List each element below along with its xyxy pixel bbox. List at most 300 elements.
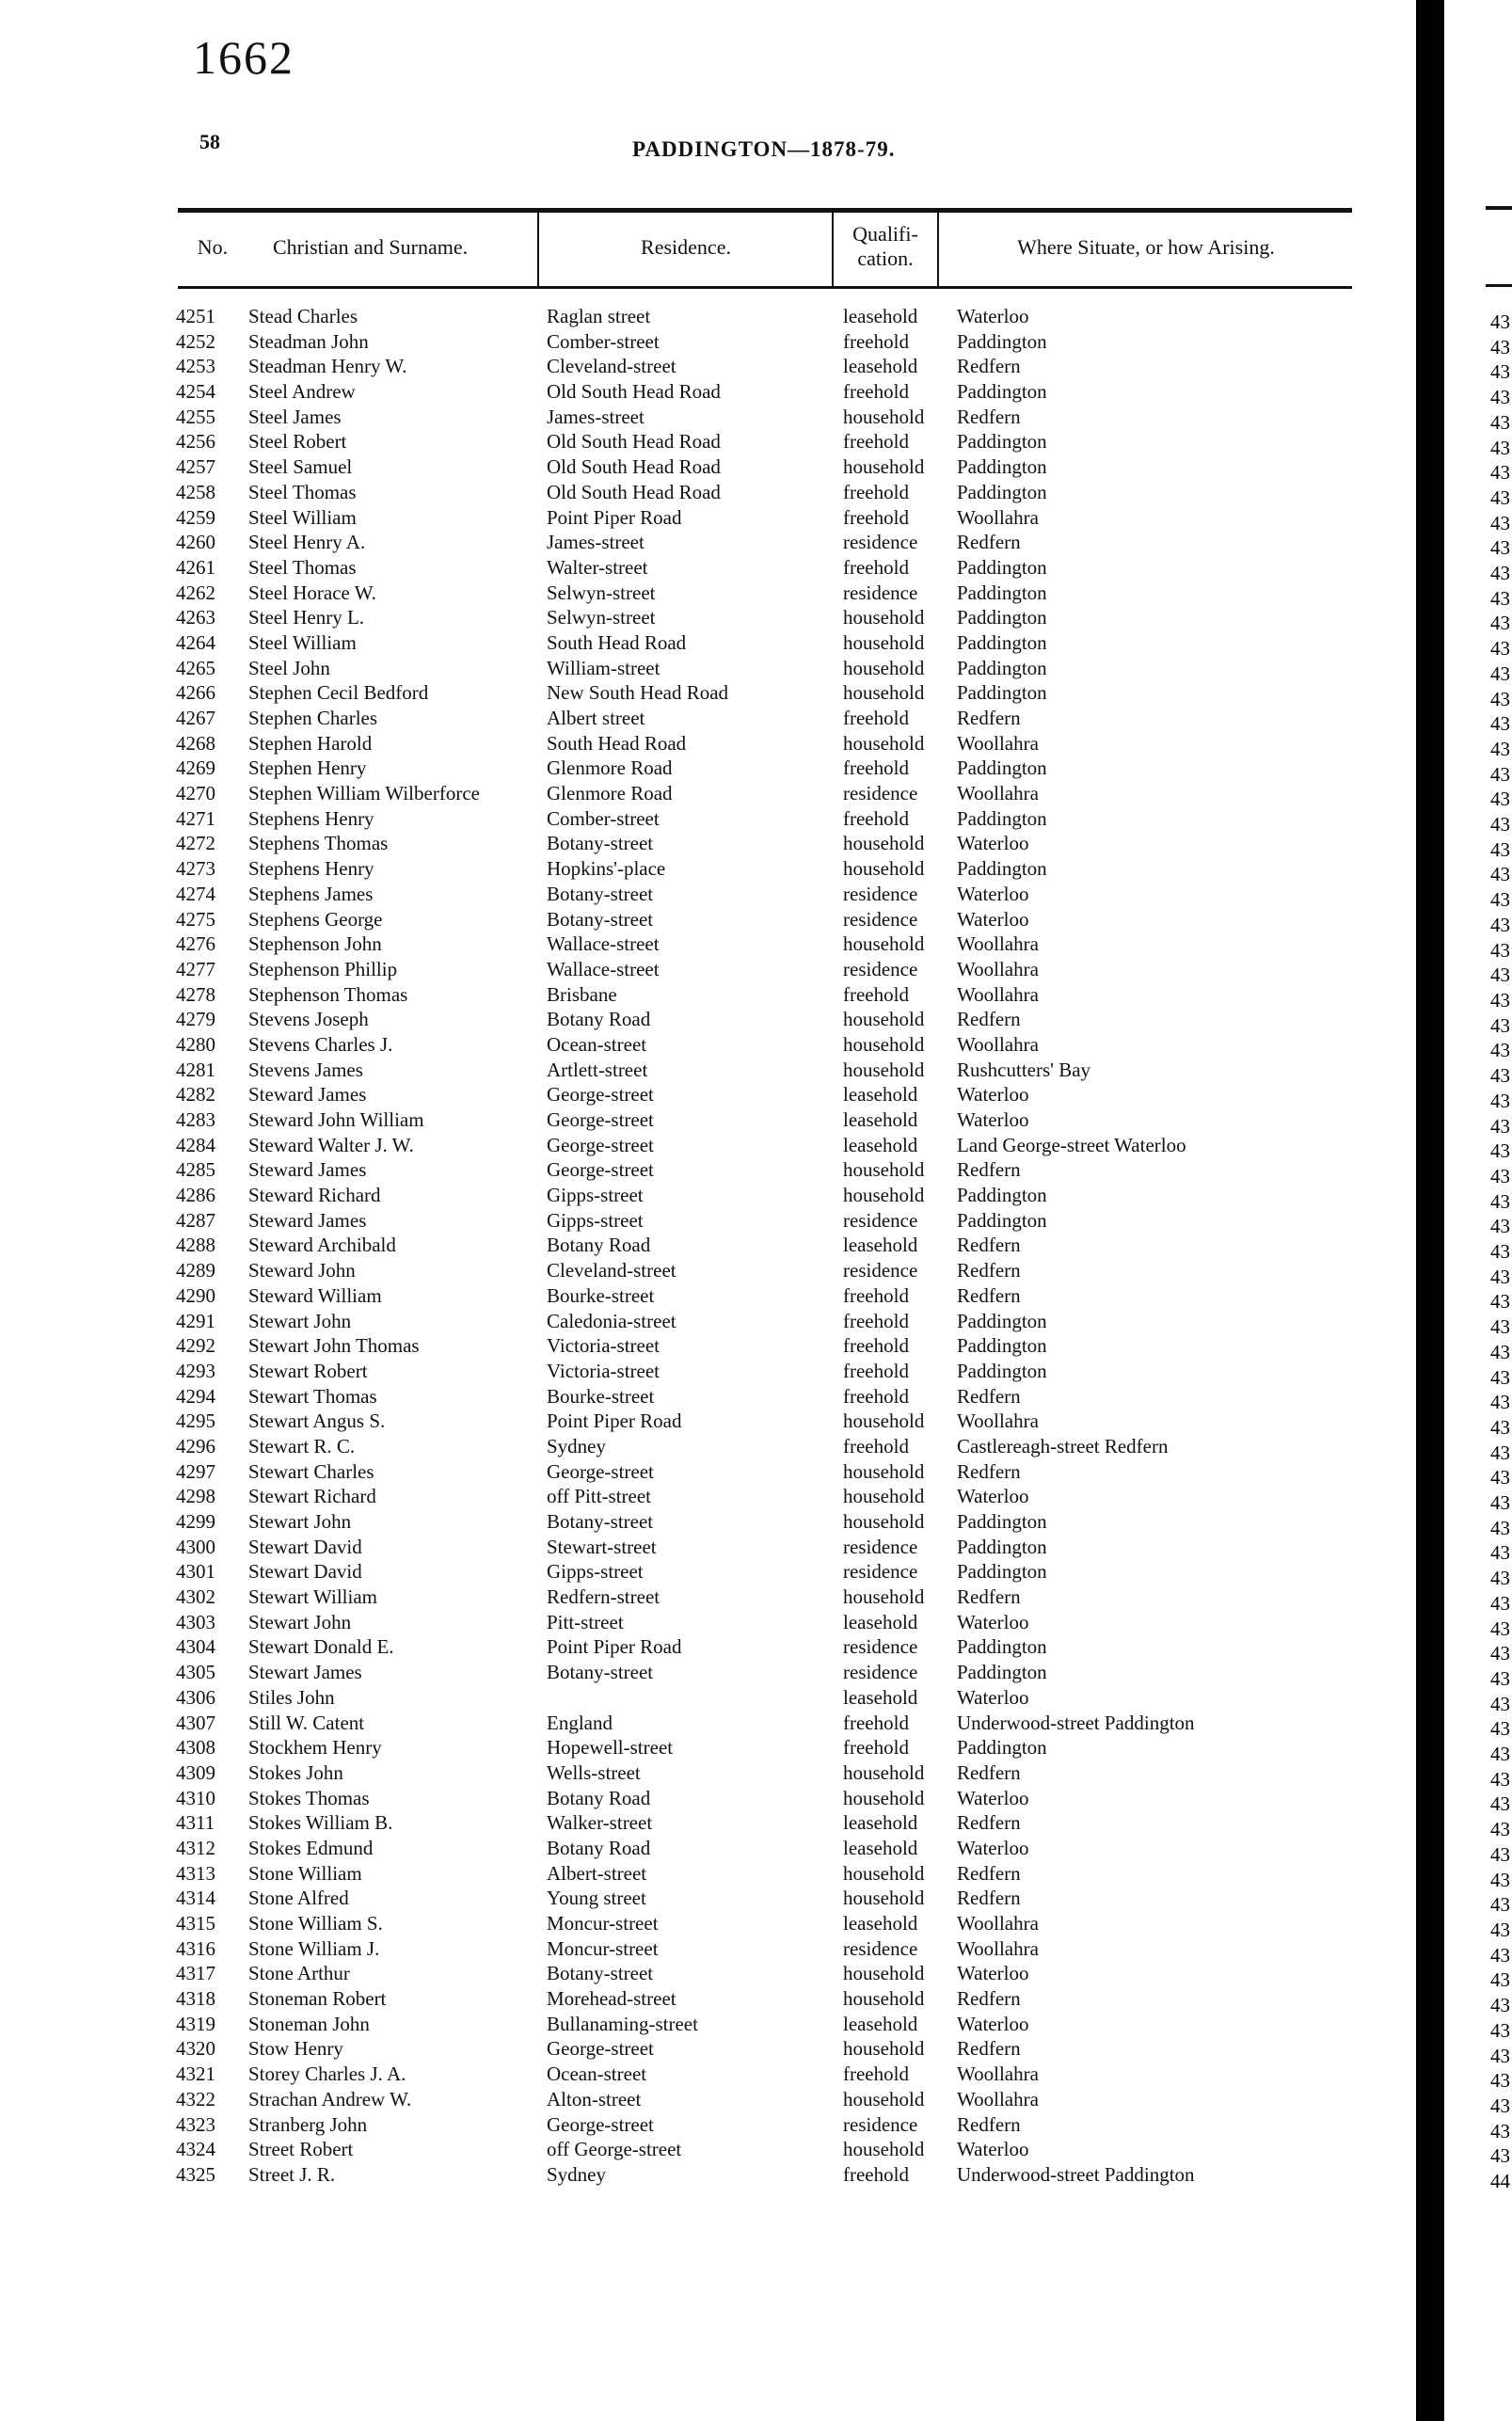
entry-number: 4253 [176, 355, 215, 378]
entry-where-situate: Underwood-street Paddington [957, 2162, 1195, 2186]
entry-name: Stead Charles [248, 305, 358, 327]
table-row [0, 1509, 1416, 1535]
entry-name: Steel Henry L. [248, 606, 365, 629]
entry-where-situate: Woollahra [957, 982, 1039, 1006]
entry-qualification: residence [843, 1635, 918, 1659]
table-row [0, 781, 1416, 806]
entry-where-situate: Paddington [957, 380, 1047, 404]
entry-where-situate: Paddington [957, 1661, 1047, 1684]
edge-number: 43 [1490, 386, 1510, 409]
entry-qualification: household [843, 2037, 925, 2061]
edge-number: 43 [1490, 1315, 1510, 1339]
table-row [0, 1735, 1416, 1760]
table-row [0, 354, 1416, 379]
entry-name: Street J. R. [248, 2162, 336, 2186]
entry-number: 4260 [176, 531, 215, 554]
table-top-rule [178, 208, 1352, 213]
entry-residence: South Head Road [547, 630, 687, 654]
entry-number: 4314 [176, 1887, 215, 1910]
entry-residence: Glenmore Road [547, 757, 673, 780]
entry-where-situate: Redfern [957, 1887, 1021, 1910]
entry-number: 4292 [176, 1334, 215, 1358]
entry-number: 4265 [176, 656, 215, 679]
edge-number: 43 [1490, 938, 1510, 962]
edge-number: 43 [1490, 1064, 1510, 1088]
entry-where-situate: Paddington [957, 1184, 1047, 1207]
entry-where-situate: Waterloo [957, 1083, 1029, 1107]
entry-name: Steward William [248, 1283, 382, 1307]
edge-number: 43 [1490, 2018, 1510, 2042]
entry-number: 4304 [176, 1635, 215, 1659]
entry-number: 4310 [176, 1786, 215, 1809]
edge-number: 43 [1490, 2044, 1510, 2067]
entry-number: 4264 [176, 630, 215, 654]
entry-qualification: leasehold [843, 1133, 918, 1156]
entry-qualification: residence [843, 1661, 918, 1684]
edge-number: 43 [1490, 1240, 1510, 1264]
entry-number: 4259 [176, 505, 215, 529]
entry-where-situate: Paddington [957, 681, 1047, 705]
table-row [0, 1258, 1416, 1283]
entry-name: Stone Alfred [248, 1887, 349, 1910]
entry-residence: Comber-street [547, 329, 660, 353]
entry-qualification: household [843, 857, 925, 881]
entry-name: Stockhem Henry [248, 1736, 382, 1760]
entry-number: 4306 [176, 1685, 215, 1709]
table-row [0, 680, 1416, 706]
entry-name: Stoneman John [248, 2012, 370, 2035]
table-row [0, 1986, 1416, 2012]
entry-where-situate: Redfern [957, 1234, 1021, 1257]
table-row [0, 1585, 1416, 1610]
entry-where-situate: Woollahra [957, 2087, 1039, 2110]
entry-number: 4281 [176, 1058, 215, 1081]
edge-number: 43 [1490, 1541, 1510, 1565]
page-number: 58 [199, 130, 220, 153]
entry-where-situate: Underwood-street Paddington [957, 1711, 1195, 1734]
table-row [0, 1810, 1416, 1836]
entry-name: Stevens Joseph [248, 1008, 369, 1031]
edge-number: 43 [1490, 311, 1510, 333]
table-row [0, 1961, 1416, 1986]
edge-number: 43 [1490, 1391, 1510, 1414]
entry-name: Stewart Thomas [248, 1384, 377, 1408]
entry-number: 4262 [176, 581, 215, 604]
entry-number: 4280 [176, 1032, 215, 1056]
entry-where-situate: Paddington [957, 857, 1047, 881]
entry-where-situate: Paddington [957, 329, 1047, 353]
edge-number: 43 [1490, 410, 1510, 434]
entry-qualification: household [843, 2087, 925, 2110]
entry-qualification: residence [843, 1560, 918, 1584]
entry-qualification: residence [843, 2112, 918, 2136]
entry-where-situate: Woollahra [957, 1410, 1039, 1433]
header-residence: Residence. [641, 235, 731, 259]
entry-number: 4266 [176, 681, 215, 705]
entry-qualification: household [843, 1760, 925, 1784]
entry-number: 4271 [176, 806, 215, 830]
edge-number: 43 [1490, 486, 1510, 509]
edge-number: 43 [1490, 2119, 1510, 2142]
entry-qualification: household [843, 1510, 925, 1533]
edge-number: 43 [1490, 1491, 1510, 1515]
entry-residence: Botany-street [547, 1661, 654, 1684]
entry-name: Stephens James [248, 882, 374, 905]
entry-residence: Wallace-street [547, 932, 660, 956]
entry-residence: Hopewell-street [547, 1736, 674, 1760]
entry-residence: Selwyn-street [547, 581, 656, 604]
entry-residence: Walker-street [547, 1811, 653, 1835]
edge-number: 43 [1490, 1139, 1510, 1163]
entry-number: 4261 [176, 555, 215, 579]
entry-number: 4319 [176, 2012, 215, 2035]
entry-name: Steward John [248, 1259, 356, 1282]
table-row [0, 1660, 1416, 1685]
entry-qualification: freehold [843, 2162, 909, 2186]
entry-residence: England [547, 1711, 613, 1734]
entry-where-situate: Paddington [957, 757, 1047, 780]
entry-residence: Albert street [547, 707, 645, 729]
edge-number: 43 [1490, 536, 1510, 560]
table-row [0, 1208, 1416, 1234]
table-row [0, 1157, 1416, 1183]
table-row [0, 1836, 1416, 1861]
edge-number: 43 [1490, 1994, 1510, 2017]
table-row [0, 1886, 1416, 1911]
entry-name: Storey Charles J. A. [248, 2063, 406, 2086]
entry-name: Stephen Harold [248, 731, 373, 755]
table-row [0, 581, 1416, 606]
entry-where-situate: Paddington [957, 1535, 1047, 1558]
table-row [0, 756, 1416, 781]
entry-residence: off Pitt-street [547, 1485, 652, 1508]
edge-number: 43 [1490, 436, 1510, 459]
entry-number: 4295 [176, 1410, 215, 1433]
table-row [0, 1760, 1416, 1786]
entry-name: Street Robert [248, 2138, 354, 2161]
entry-residence: Moncur-street [547, 1936, 659, 1960]
entry-qualification: household [843, 1158, 925, 1182]
entry-where-situate: Woollahra [957, 2063, 1039, 2086]
table-row [0, 1309, 1416, 1334]
entry-residence: George-street [547, 1108, 654, 1131]
table-row [0, 932, 1416, 957]
entry-residence: Cleveland-street [547, 355, 676, 378]
entry-qualification: household [843, 1861, 925, 1885]
entry-name: Steward John William [248, 1108, 424, 1131]
entry-name: Stephenson John [248, 932, 382, 956]
entry-qualification: freehold [843, 329, 909, 353]
entry-qualification: household [843, 656, 925, 679]
entry-name: Steel John [248, 656, 330, 679]
entry-where-situate: Waterloo [957, 1962, 1029, 1985]
entry-name: Stewart David [248, 1560, 362, 1584]
entry-residence: Old South Head Road [547, 480, 721, 503]
edge-number: 43 [1490, 562, 1510, 585]
table-row [0, 882, 1416, 907]
entry-number: 4317 [176, 1962, 215, 1985]
entry-where-situate: Redfern [957, 1008, 1021, 1031]
entry-residence: Young street [547, 1887, 646, 1910]
entry-where-situate: Redfern [957, 531, 1021, 554]
entry-residence: Comber-street [547, 806, 660, 830]
edge-number: 43 [1490, 1842, 1510, 1866]
table-row [0, 1459, 1416, 1485]
table-row [0, 656, 1416, 681]
entry-qualification: freehold [843, 1359, 909, 1382]
entry-residence: Selwyn-street [547, 606, 656, 629]
entry-number: 4252 [176, 329, 215, 353]
entry-name: Stone William J. [248, 1936, 380, 1960]
page-stamp: 1662 [193, 31, 294, 84]
entry-name: Strachan Andrew W. [248, 2087, 412, 2110]
entry-qualification: household [843, 630, 925, 654]
edge-number: 43 [1490, 1365, 1510, 1389]
table-row [0, 304, 1416, 329]
edge-rule [1486, 206, 1512, 210]
entry-where-situate: Castlereagh-street Redfern [957, 1434, 1169, 1457]
entry-where-situate: Woollahra [957, 782, 1039, 805]
edge-rule [1486, 284, 1512, 287]
edge-number: 43 [1490, 712, 1510, 736]
edge-number: 43 [1490, 1642, 1510, 1665]
table-row [0, 605, 1416, 630]
entry-where-situate: Paddington [957, 606, 1047, 629]
edge-number: 43 [1490, 1818, 1510, 1841]
table-row [0, 2087, 1416, 2112]
entry-residence: Bourke-street [547, 1384, 655, 1408]
table-row [0, 1058, 1416, 1083]
column-divider [537, 211, 539, 288]
entry-name: Still W. Catent [248, 1711, 365, 1734]
entry-number: 4291 [176, 1309, 215, 1332]
entry-where-situate: Redfern [957, 1861, 1021, 1885]
entry-qualification: household [843, 2138, 925, 2161]
entry-name: Stewart John [248, 1309, 352, 1332]
edge-number: 43 [1490, 1466, 1510, 1489]
table-row [0, 1434, 1416, 1459]
entry-qualification: leasehold [843, 1083, 918, 1107]
edge-number: 43 [1490, 511, 1510, 534]
entry-residence: New South Head Road [547, 681, 729, 705]
table-row [0, 1183, 1416, 1208]
edge-number: 43 [1490, 1591, 1510, 1615]
entry-where-situate: Paddington [957, 1359, 1047, 1382]
entry-residence: Wells-street [547, 1760, 641, 1784]
entry-name: Stewart Robert [248, 1359, 368, 1382]
entry-name: Stone William S. [248, 1912, 383, 1935]
entry-where-situate: Waterloo [957, 882, 1029, 905]
edge-number: 43 [1490, 1792, 1510, 1816]
entry-residence: Caledonia-street [547, 1309, 676, 1332]
entry-residence: Victoria-street [547, 1334, 661, 1358]
entry-where-situate: Redfern [957, 1585, 1021, 1609]
edge-number: 43 [1490, 586, 1510, 610]
entry-number: 4318 [176, 1987, 215, 2011]
entry-qualification: freehold [843, 806, 909, 830]
entry-name: Stranberg John [248, 2112, 368, 2136]
edge-number: 43 [1490, 2094, 1510, 2117]
entry-where-situate: Woollahra [957, 505, 1039, 529]
entry-where-situate: Paddington [957, 806, 1047, 830]
entry-where-situate: Rushcutters' Bay [957, 1058, 1091, 1081]
table-row [0, 1233, 1416, 1258]
entry-where-situate: Waterloo [957, 2138, 1029, 2161]
entry-qualification: freehold [843, 505, 909, 529]
table-row [0, 831, 1416, 856]
entry-where-situate: Woollahra [957, 1912, 1039, 1935]
entry-name: Stephen Charles [248, 707, 378, 729]
edge-number: 43 [1490, 1767, 1510, 1791]
entry-number: 4299 [176, 1510, 215, 1533]
table-row [0, 1634, 1416, 1660]
entry-number: 4302 [176, 1585, 215, 1609]
entry-where-situate: Paddington [957, 656, 1047, 679]
entry-where-situate: Redfern [957, 707, 1021, 729]
entry-number: 4268 [176, 731, 215, 755]
entry-number: 4303 [176, 1610, 215, 1633]
entry-where-situate: Paddington [957, 455, 1047, 479]
edge-number: 43 [1490, 1164, 1510, 1187]
header-name: Christian and Surname. [273, 235, 469, 259]
entry-number: 4285 [176, 1158, 215, 1182]
entry-qualification: household [843, 832, 925, 855]
entry-qualification: household [843, 1184, 925, 1207]
entry-number: 4290 [176, 1283, 215, 1307]
entry-where-situate: Redfern [957, 1987, 1021, 2011]
entry-residence: Point Piper Road [547, 1410, 682, 1433]
edge-number: 43 [1490, 964, 1510, 987]
entry-qualification: household [843, 1887, 925, 1910]
entry-name: Steward Archibald [248, 1234, 396, 1257]
entry-residence: Stewart-street [547, 1535, 657, 1558]
entry-name: Steadman Henry W. [248, 355, 407, 378]
entry-number: 4308 [176, 1736, 215, 1760]
entry-where-situate: Waterloo [957, 305, 1029, 327]
entry-residence: Botany Road [547, 1234, 651, 1257]
entry-where-situate: Paddington [957, 480, 1047, 503]
entry-residence: George-street [547, 2112, 654, 2136]
table-row [0, 731, 1416, 757]
table-row [0, 1133, 1416, 1158]
entry-residence: Ocean-street [547, 2063, 647, 2086]
table-row [0, 2162, 1416, 2188]
edge-number: 43 [1490, 1893, 1510, 1917]
entry-residence: James-street [547, 531, 645, 554]
table-row [0, 1936, 1416, 1962]
entry-qualification: household [843, 1008, 925, 1031]
edge-number: 43 [1490, 637, 1510, 661]
entry-number: 4321 [176, 2063, 215, 2086]
entry-qualification: residence [843, 1208, 918, 1232]
entry-where-situate: Paddington [957, 1510, 1047, 1533]
entry-where-situate: Paddington [957, 1208, 1047, 1232]
edge-number: 43 [1490, 1692, 1510, 1715]
entry-residence: George-street [547, 1133, 654, 1156]
entry-where-situate: Waterloo [957, 832, 1029, 855]
entry-number: 4294 [176, 1384, 215, 1408]
table-row [0, 555, 1416, 581]
edge-numbers [1490, 310, 1510, 2194]
entry-residence: Raglan street [547, 305, 651, 327]
table-row [0, 1535, 1416, 1560]
edge-number: 43 [1490, 335, 1510, 358]
entry-number: 4297 [176, 1459, 215, 1483]
entry-qualification: freehold [843, 1309, 909, 1332]
entry-name: Stone Arthur [248, 1962, 350, 1985]
entry-residence: Alton-street [547, 2087, 642, 2110]
table-row [0, 982, 1416, 1008]
entry-number: 4316 [176, 1936, 215, 1960]
entry-number: 4273 [176, 857, 215, 881]
table-row [0, 429, 1416, 454]
edge-number: 43 [1490, 1189, 1510, 1213]
table-row [0, 1711, 1416, 1736]
entry-name: Stephen Cecil Bedford [248, 681, 429, 705]
entry-qualification: residence [843, 882, 918, 905]
entry-qualification: leasehold [843, 1610, 918, 1633]
entry-name: Stewart William [248, 1585, 377, 1609]
edge-number: 43 [1490, 788, 1510, 811]
edge-number: 43 [1490, 1666, 1510, 1690]
entry-where-situate: Redfern [957, 1811, 1021, 1835]
entry-where-situate: Woollahra [957, 1936, 1039, 1960]
table-row [0, 957, 1416, 982]
entry-qualification: freehold [843, 555, 909, 579]
entry-qualification: freehold [843, 982, 909, 1006]
entry-qualification: freehold [843, 1434, 909, 1457]
table-row [0, 2112, 1416, 2138]
table-row [0, 1786, 1416, 1811]
table-row [0, 2062, 1416, 2087]
register-table [0, 304, 1416, 2188]
entry-where-situate: Redfern [957, 405, 1021, 428]
entry-number: 4286 [176, 1184, 215, 1207]
entry-number: 4282 [176, 1083, 215, 1107]
table-row [0, 379, 1416, 405]
entry-where-situate: Redfern [957, 1259, 1021, 1282]
entry-where-situate: Paddington [957, 581, 1047, 604]
table-row [0, 1283, 1416, 1309]
entry-number: 4278 [176, 982, 215, 1006]
edge-number: 43 [1490, 1567, 1510, 1590]
edge-number: 43 [1490, 1968, 1510, 1992]
entry-name: Stokes William B. [248, 1811, 393, 1835]
edge-number: 43 [1490, 1943, 1510, 1967]
entry-name: Steel Henry A. [248, 531, 366, 554]
edge-number: 43 [1490, 661, 1510, 685]
edge-number: 43 [1490, 863, 1510, 886]
entry-name: Stevens James [248, 1058, 363, 1081]
edge-number: 43 [1490, 1340, 1510, 1363]
entry-number: 4279 [176, 1008, 215, 1031]
entry-name: Stephen William Wilberforce [248, 782, 480, 805]
entry-qualification: residence [843, 1936, 918, 1960]
entry-qualification: leasehold [843, 1108, 918, 1131]
header-no: No. [197, 235, 229, 259]
entry-residence: George-street [547, 2037, 654, 2061]
entry-residence: Gipps-street [547, 1208, 644, 1232]
entry-name: Steel William [248, 630, 357, 654]
entry-where-situate: Waterloo [957, 1685, 1029, 1709]
entry-name: Stephenson Thomas [248, 982, 408, 1006]
entry-qualification: household [843, 1410, 925, 1433]
entry-name: Stewart John [248, 1510, 352, 1533]
entry-where-situate: Waterloo [957, 907, 1029, 931]
entry-where-situate: Waterloo [957, 1108, 1029, 1131]
table-row [0, 1484, 1416, 1509]
table-row [0, 1333, 1416, 1359]
